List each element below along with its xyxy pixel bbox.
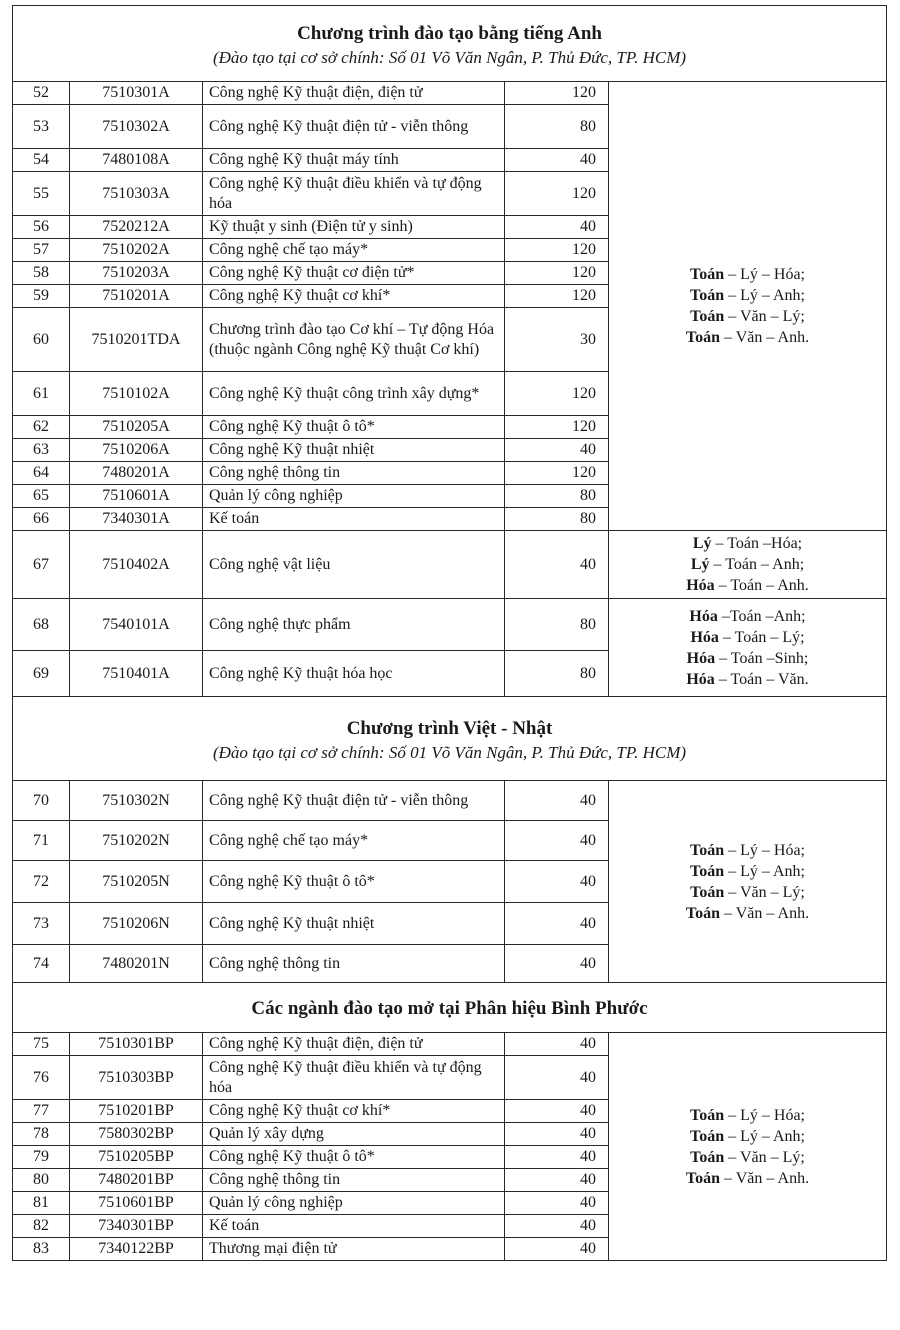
program-name: Công nghệ Kỹ thuật điện tử - viễn thông bbox=[203, 781, 505, 821]
combination-line bbox=[615, 533, 880, 554]
section-subtitle: (Đào tạo tại cơ sở chính: Số 01 Võ Văn Ngân, P. Thủ Đức, TP. HCM) bbox=[212, 742, 687, 762]
other-subjects: – Lý – Hóa; bbox=[724, 841, 805, 859]
program-code: 7510206N bbox=[70, 903, 203, 945]
other-subjects: – Lý – Anh; bbox=[724, 862, 805, 880]
quota: 40 bbox=[505, 1169, 609, 1192]
quota: 40 bbox=[505, 1100, 609, 1123]
program-code: 7510301BP bbox=[70, 1033, 203, 1056]
main-subject: Toán bbox=[685, 329, 721, 346]
program-code: 7510201BP bbox=[70, 1100, 203, 1123]
quota: 120 bbox=[505, 372, 609, 416]
other-subjects: – Toán – Anh. bbox=[714, 577, 809, 594]
section-header bbox=[13, 983, 887, 1033]
row-number: 67 bbox=[13, 531, 70, 599]
table-row bbox=[13, 82, 887, 105]
row-number: 53 bbox=[13, 105, 70, 149]
program-code: 7480201N bbox=[70, 945, 203, 983]
other-subjects: – Văn – Anh. bbox=[720, 904, 810, 922]
program-name: Công nghệ Kỹ thuật cơ khí* bbox=[203, 285, 505, 308]
section-header-row bbox=[13, 983, 887, 1033]
combination-line bbox=[615, 1168, 880, 1189]
quota: 120 bbox=[505, 285, 609, 308]
quota: 80 bbox=[505, 508, 609, 531]
combination-line bbox=[615, 1105, 880, 1126]
row-number: 78 bbox=[13, 1123, 70, 1146]
row-number: 72 bbox=[13, 861, 70, 903]
row-number: 75 bbox=[13, 1033, 70, 1056]
row-number: 69 bbox=[13, 651, 70, 697]
other-subjects: – Lý – Anh; bbox=[724, 1127, 805, 1145]
quota: 40 bbox=[505, 216, 609, 239]
program-code: 7510203A bbox=[70, 262, 203, 285]
quota: 40 bbox=[505, 1033, 609, 1056]
program-code: 7510301A bbox=[70, 82, 203, 105]
quota: 80 bbox=[505, 105, 609, 149]
row-number: 70 bbox=[13, 781, 70, 821]
program-name: Công nghệ Kỹ thuật điện, điện tử bbox=[203, 1033, 505, 1056]
program-name: Công nghệ thông tin bbox=[203, 1169, 505, 1192]
program-name: Thương mại điện tử bbox=[203, 1238, 505, 1261]
program-name: Công nghệ Kỹ thuật nhiệt bbox=[203, 903, 505, 945]
main-subject: Toán bbox=[690, 308, 725, 325]
program-code: 7510201TDA bbox=[70, 308, 203, 372]
program-code: 7480201BP bbox=[70, 1169, 203, 1192]
combination-line bbox=[615, 840, 880, 861]
combination-line bbox=[615, 669, 880, 690]
combination-line bbox=[615, 264, 880, 285]
program-name: Công nghệ Kỹ thuật ô tô* bbox=[203, 1146, 505, 1169]
other-subjects: – Toán –Hóa; bbox=[711, 535, 803, 552]
program-name: Công nghệ Kỹ thuật nhiệt bbox=[203, 439, 505, 462]
quota: 40 bbox=[505, 903, 609, 945]
other-subjects: – Văn – Lý; bbox=[724, 308, 805, 325]
combination-line bbox=[615, 1126, 880, 1147]
program-name: Công nghệ Kỹ thuật công trình xây dựng* bbox=[203, 372, 505, 416]
quota: 40 bbox=[505, 1192, 609, 1215]
row-number: 83 bbox=[13, 1238, 70, 1261]
main-subject: Toán bbox=[690, 266, 725, 283]
programs-table bbox=[12, 5, 887, 1261]
program-code: 7510205BP bbox=[70, 1146, 203, 1169]
program-name: Quản lý công nghiệp bbox=[203, 1192, 505, 1215]
program-name: Công nghệ chế tạo máy* bbox=[203, 239, 505, 262]
row-number: 60 bbox=[13, 308, 70, 372]
program-name: Công nghệ vật liệu bbox=[203, 531, 505, 599]
quota: 40 bbox=[505, 1146, 609, 1169]
program-code: 7540101A bbox=[70, 599, 203, 651]
quota: 40 bbox=[505, 439, 609, 462]
program-code: 7510206A bbox=[70, 439, 203, 462]
section-title: Các ngành đào tạo mở tại Phân hiệu Bình Phước bbox=[251, 997, 648, 1019]
other-subjects: – Văn – Anh. bbox=[720, 329, 810, 346]
other-subjects: – Lý – Hóa; bbox=[724, 266, 805, 283]
row-number: 74 bbox=[13, 945, 70, 983]
section-header-row bbox=[13, 697, 887, 781]
row-number: 73 bbox=[13, 903, 70, 945]
program-name: Công nghệ thông tin bbox=[203, 462, 505, 485]
row-number: 82 bbox=[13, 1215, 70, 1238]
program-name: Công nghệ Kỹ thuật hóa học bbox=[203, 651, 505, 697]
main-subject: Hóa bbox=[686, 670, 715, 688]
program-name: Chương trình đào tạo Cơ khí – Tự động Hóa (thuộc ngành Công nghệ Kỹ thuật Cơ khí) bbox=[203, 308, 505, 372]
row-number: 57 bbox=[13, 239, 70, 262]
row-number: 66 bbox=[13, 508, 70, 531]
program-name: Kế toán bbox=[203, 508, 505, 531]
other-subjects: – Văn – Lý; bbox=[724, 883, 805, 901]
program-code: 7510601BP bbox=[70, 1192, 203, 1215]
row-number: 52 bbox=[13, 82, 70, 105]
quota: 40 bbox=[505, 945, 609, 983]
quota: 40 bbox=[505, 149, 609, 172]
main-subject: Lý bbox=[690, 556, 710, 573]
program-code: 7510202N bbox=[70, 821, 203, 861]
program-code: 7510205N bbox=[70, 861, 203, 903]
main-subject: Hóa bbox=[686, 649, 716, 667]
row-number: 58 bbox=[13, 262, 70, 285]
row-number: 56 bbox=[13, 216, 70, 239]
section-title: Chương trình Việt - Nhật bbox=[346, 717, 553, 739]
program-name: Công nghệ Kỹ thuật cơ điện tử* bbox=[203, 262, 505, 285]
program-code: 7340122BP bbox=[70, 1238, 203, 1261]
program-name: Công nghệ Kỹ thuật ô tô* bbox=[203, 416, 505, 439]
main-subject: Hóa bbox=[686, 577, 715, 594]
program-code: 7520212A bbox=[70, 216, 203, 239]
program-code: 7510601A bbox=[70, 485, 203, 508]
section-header bbox=[13, 6, 887, 82]
other-subjects: – Văn – Anh. bbox=[720, 1169, 810, 1187]
main-subject: Toán bbox=[690, 883, 725, 901]
table-row bbox=[13, 1033, 887, 1056]
section-title: Chương trình đào tạo bằng tiếng Anh bbox=[297, 22, 602, 44]
row-number: 80 bbox=[13, 1169, 70, 1192]
quota: 40 bbox=[505, 1056, 609, 1100]
quota: 40 bbox=[505, 1123, 609, 1146]
admission-table-document bbox=[12, 5, 886, 1261]
quota: 120 bbox=[505, 416, 609, 439]
main-subject: Toán bbox=[690, 1148, 725, 1166]
program-code: 7510102A bbox=[70, 372, 203, 416]
quota: 80 bbox=[505, 485, 609, 508]
subject-combinations bbox=[609, 531, 887, 599]
program-code: 7510302N bbox=[70, 781, 203, 821]
row-number: 64 bbox=[13, 462, 70, 485]
program-name: Công nghệ Kỹ thuật ô tô* bbox=[203, 861, 505, 903]
main-subject: Hóa bbox=[689, 607, 718, 625]
quota: 120 bbox=[505, 462, 609, 485]
program-name: Công nghệ thông tin bbox=[203, 945, 505, 983]
program-code: 7510201A bbox=[70, 285, 203, 308]
combination-line bbox=[615, 306, 880, 327]
program-name: Công nghệ Kỹ thuật cơ khí* bbox=[203, 1100, 505, 1123]
program-code: 7480108A bbox=[70, 149, 203, 172]
main-subject: Lý bbox=[692, 535, 712, 552]
combination-line bbox=[615, 606, 880, 627]
table-row bbox=[13, 531, 887, 599]
program-code: 7510205A bbox=[70, 416, 203, 439]
row-number: 59 bbox=[13, 285, 70, 308]
main-subject: Hóa bbox=[690, 628, 719, 646]
main-subject: Toán bbox=[690, 862, 725, 880]
combination-line bbox=[615, 627, 880, 648]
combination-line bbox=[615, 327, 880, 348]
program-name: Công nghệ Kỹ thuật điều khiển và tự động hóa bbox=[203, 172, 505, 216]
row-number: 81 bbox=[13, 1192, 70, 1215]
row-number: 62 bbox=[13, 416, 70, 439]
row-number: 55 bbox=[13, 172, 70, 216]
program-name: Công nghệ Kỹ thuật máy tính bbox=[203, 149, 505, 172]
other-subjects: – Toán – Văn. bbox=[714, 670, 809, 688]
quota: 120 bbox=[505, 239, 609, 262]
subject-combinations bbox=[609, 1033, 887, 1261]
quota: 120 bbox=[505, 82, 609, 105]
quota: 120 bbox=[505, 262, 609, 285]
program-name: Quản lý công nghiệp bbox=[203, 485, 505, 508]
combination-line bbox=[615, 882, 880, 903]
quota: 40 bbox=[505, 1215, 609, 1238]
subject-combinations bbox=[609, 599, 887, 697]
program-code: 7510402A bbox=[70, 531, 203, 599]
row-number: 79 bbox=[13, 1146, 70, 1169]
combination-line bbox=[615, 575, 880, 596]
program-name: Kỹ thuật y sinh (Điện tử y sinh) bbox=[203, 216, 505, 239]
section-subtitle: (Đào tạo tại cơ sở chính: Số 01 Võ Văn Ngân, P. Thủ Đức, TP. HCM) bbox=[212, 47, 687, 67]
program-name: Công nghệ chế tạo máy* bbox=[203, 821, 505, 861]
other-subjects: – Văn – Lý; bbox=[724, 1148, 805, 1166]
row-number: 61 bbox=[13, 372, 70, 416]
row-number: 77 bbox=[13, 1100, 70, 1123]
row-number: 71 bbox=[13, 821, 70, 861]
combination-line bbox=[615, 554, 880, 575]
quota: 40 bbox=[505, 861, 609, 903]
combination-line bbox=[615, 648, 880, 669]
table-row bbox=[13, 781, 887, 821]
other-subjects: – Toán – Lý; bbox=[718, 628, 805, 646]
program-code: 7510202A bbox=[70, 239, 203, 262]
row-number: 65 bbox=[13, 485, 70, 508]
main-subject: Toán bbox=[690, 287, 725, 304]
subject-combinations bbox=[609, 82, 887, 531]
program-code: 7510303A bbox=[70, 172, 203, 216]
program-code: 7480201A bbox=[70, 462, 203, 485]
other-subjects: – Lý – Anh; bbox=[724, 287, 805, 304]
combination-line bbox=[615, 903, 880, 924]
other-subjects: –Toán –Anh; bbox=[717, 607, 806, 625]
other-subjects: – Toán – Anh; bbox=[709, 556, 805, 573]
main-subject: Toán bbox=[690, 841, 725, 859]
program-name: Kế toán bbox=[203, 1215, 505, 1238]
row-number: 54 bbox=[13, 149, 70, 172]
other-subjects: – Toán –Sinh; bbox=[715, 649, 809, 667]
program-code: 7340301A bbox=[70, 508, 203, 531]
quota: 80 bbox=[505, 599, 609, 651]
main-subject: Toán bbox=[685, 1169, 721, 1187]
combination-line bbox=[615, 861, 880, 882]
program-code: 7340301BP bbox=[70, 1215, 203, 1238]
quota: 80 bbox=[505, 651, 609, 697]
program-code: 7580302BP bbox=[70, 1123, 203, 1146]
subject-combinations bbox=[609, 781, 887, 983]
other-subjects: – Lý – Hóa; bbox=[724, 1106, 805, 1124]
row-number: 63 bbox=[13, 439, 70, 462]
section-header bbox=[13, 697, 887, 781]
quota: 40 bbox=[505, 821, 609, 861]
quota: 40 bbox=[505, 781, 609, 821]
quota: 40 bbox=[505, 1238, 609, 1261]
main-subject: Toán bbox=[685, 904, 721, 922]
quota: 120 bbox=[505, 172, 609, 216]
quota: 30 bbox=[505, 308, 609, 372]
program-name: Công nghệ Kỹ thuật điện tử - viễn thông bbox=[203, 105, 505, 149]
row-number: 68 bbox=[13, 599, 70, 651]
table-row bbox=[13, 599, 887, 651]
program-name: Công nghệ thực phẩm bbox=[203, 599, 505, 651]
program-name: Công nghệ Kỹ thuật điều khiển và tự động hóa bbox=[203, 1056, 505, 1100]
combination-line bbox=[615, 285, 880, 306]
program-name: Quản lý xây dựng bbox=[203, 1123, 505, 1146]
program-code: 7510302A bbox=[70, 105, 203, 149]
main-subject: Toán bbox=[690, 1106, 725, 1124]
combination-line bbox=[615, 1147, 880, 1168]
program-code: 7510401A bbox=[70, 651, 203, 697]
row-number: 76 bbox=[13, 1056, 70, 1100]
program-name: Công nghệ Kỹ thuật điện, điện tử bbox=[203, 82, 505, 105]
quota: 40 bbox=[505, 531, 609, 599]
program-code: 7510303BP bbox=[70, 1056, 203, 1100]
main-subject: Toán bbox=[690, 1127, 725, 1145]
section-header-row bbox=[13, 6, 887, 82]
